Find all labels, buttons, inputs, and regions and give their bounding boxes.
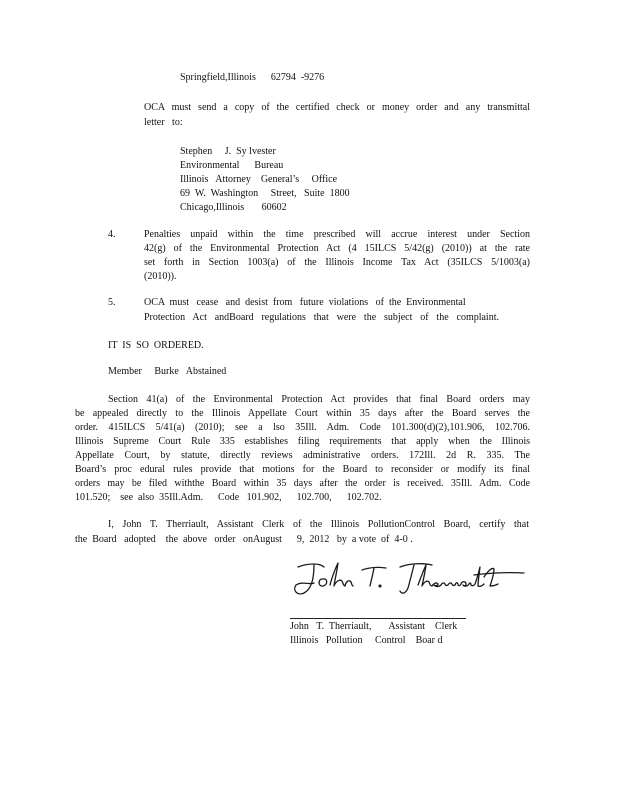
item-4-line-1: Penalties unpaid within the time prescribed will accrue interest under Section (144, 229, 530, 240)
item-5-line-2: Protection Act andBoard regulations that were the subject of the complaint. (144, 312, 499, 323)
item-5-number: 5. (108, 297, 116, 308)
address-line-5: Chicago,Illinois 60602 (180, 202, 287, 213)
section41-line-8: 101.520; see also 35Ill.Adm. Code 101.902, 102.700, 102.702. (75, 492, 382, 503)
address-line-1: Stephen J. Sy lvester (180, 146, 276, 157)
section41-line-3: order. 415ILCS 5/41(a) (2010); see a lso 35Ill. Adm. Code 101.300(d)(2),101.906, 102.706. (75, 422, 530, 433)
header-address-line: Springfield,Illinois 62794 -9276 (180, 72, 325, 83)
signatory-name-title: John T. Therriault, Assistant Clerk (290, 621, 458, 632)
certify-line-2: the Board adopted the above order onAugust 9, 2012 by a vote of 4-0 . (75, 534, 413, 545)
it-is-so-ordered: IT IS SO ORDERED. (108, 340, 204, 351)
certify-line-1: I, John T. Therriault, Assistant Clerk of the Illinois PollutionControl Board, certify that (108, 519, 529, 530)
oca-send-line-2: letter to: (144, 117, 183, 128)
member-abstained: Member Burke Abstained (108, 366, 227, 377)
section41-line-6: Board’s proc edural rules provide that motions for the Board to reconsider or modify its final (75, 464, 530, 475)
handwritten-signature (288, 555, 528, 605)
item-4-line-3: set forth in Section 1003(a) of the Illinois Income Tax Act (35ILCS 5/1003(a) (144, 257, 530, 268)
oca-send-line-1: OCA must send a copy of the certified check or money order and any transmittal (144, 102, 530, 113)
address-line-4: 69 W. Washington Street, Suite 1800 (180, 188, 350, 199)
item-4-number: 4. (108, 229, 116, 240)
item-4-line-4: (2010)). (144, 271, 177, 282)
section41-line-1: Section 41(a) of the Environmental Protection Act provides that final Board orders may (108, 394, 530, 405)
section41-line-7: orders may be filed withthe Board within 35 days after the order is received. 35Ill. Adm. Code (75, 478, 530, 489)
section41-line-5: Appellate Court, by statute, directly reviews administrative orders. 172Ill. 2d R. 335. The (75, 450, 530, 461)
item-5-line-1: OCA must cease and desist from future violations of the Environmental (144, 297, 466, 308)
item-4-line-2: 42(g) of the Environmental Protection Act (4 15ILCS 5/42(g) (2010)) at the rate (144, 243, 530, 254)
address-line-3: Illinois Attorney General’s Office (180, 174, 338, 185)
section41-line-4: Illinois Supreme Court Rule 335 establishes filing requirements that apply when the Illinois (75, 436, 530, 447)
signature-rule (290, 618, 466, 619)
section41-line-2: be appealed directly to the Illinois Appellate Court within 35 days after the Board serves the (75, 408, 530, 419)
address-line-2: Environmental Bureau (180, 160, 284, 171)
signatory-organization: Illinois Pollution Control Boar d (290, 635, 443, 646)
